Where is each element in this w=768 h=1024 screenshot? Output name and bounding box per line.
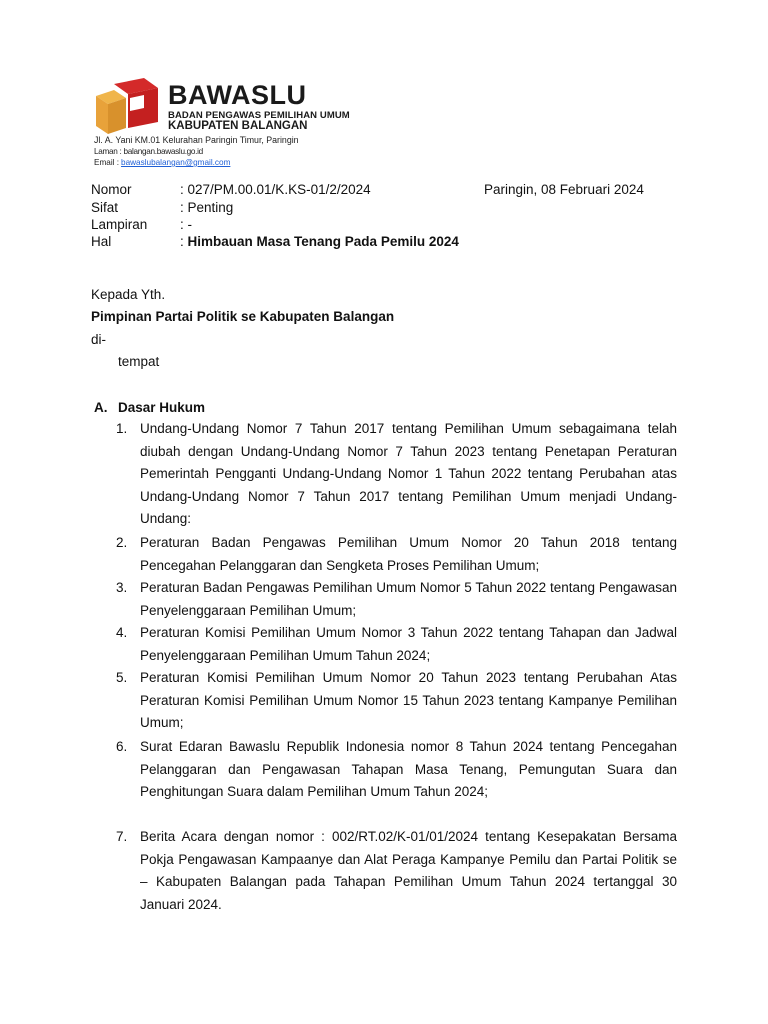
letter-date: Paringin, 08 Februari 2024 [484,182,644,197]
list-item-number: 1. [116,421,128,436]
list-item-text: Peraturan Badan Pengawas Pemilihan Umum Nomor 20 Tahun 2018 tentang Pencegahan Pelanggaran dan Sengketa Proses Pemilihan Umum; [140,535,677,573]
recipient-tempat: tempat [118,354,160,369]
section-a-title: Dasar Hukum [118,400,206,415]
list-item-number: 4. [116,625,128,640]
email-label: Email : [94,158,120,167]
list-item-text: Undang-Undang Nomor 7 Tahun 2017 tentang Pemilihan Umum sebagaimana telah diubah dengan Undang-Undang Nomor 7 Tahun 2023 tentang Penetapan Peraturan Pemerintah Pengganti Undang-Undang Nomor 1 Tahun 2022 tentang Perubahan atas Undang-Undang Nomor 7 Tahun 2017 tentang Pemilihan Umum menjadi Undang-Undang: [140,421,677,527]
list-item-text: Surat Edaran Bawaslu Republik Indonesia nomor 8 Tahun 2024 tentang Pencegahan Pelanggaran dan Pengawasan Tahapan Masa Tenang, Pemungutan Suara dan Penghitungan Suara dalam Pemilihan Umum Tahun 2024; [140,739,677,800]
hal-label: Hal [91,234,112,249]
brand-title: BAWASLU [168,80,307,110]
lampiran-value: : - [180,217,192,232]
sifat-value: : Penting [180,200,234,215]
list-item-text: Peraturan Badan Pengawas Pemilihan Umum Nomor 5 Tahun 2022 tentang Pengawasan Penyelenggaraan Pemilihan Umum; [140,580,677,618]
brand-subtitle-2: KABUPATEN BALANGAN [168,120,308,132]
email-link[interactable]: bawaslubalangan@gmail.com [121,158,231,167]
recipient-di: di- [91,332,107,347]
nomor-value: : 027/PM.00.01/K.KS-01/2/2024 [180,182,371,197]
list-item-number: 6. [116,739,128,754]
bawaslu-logo-icon [92,78,160,136]
lampiran-label: Lampiran [91,217,148,232]
list-item-text: Peraturan Komisi Pemilihan Umum Nomor 3 Tahun 2022 tentang Tahapan dan Jadwal Penyelenggaraan Pemilihan Umum Tahun 2024; [140,625,677,663]
email-line [94,157,230,168]
meta-hal [91,233,691,251]
website-value[interactable]: balangan.bawaslu.go.id [123,147,203,156]
list-item-number: 5. [116,670,128,685]
list-item-number: 3. [116,580,128,595]
hal-subject: Himbauan Masa Tenang Pada Pemilu 2024 [187,234,459,249]
recipient-name: Pimpinan Partai Politik se Kabupaten Balangan [91,309,395,324]
letterhead [0,0,768,170]
list-item-number: 2. [116,535,128,550]
office-address: Jl. A. Yani KM.01 Kelurahan Paringin Timur, Paringin [94,135,299,145]
brand-subtitle-1: BADAN PENGAWAS PEMILIHAN UMUM [168,110,350,121]
section-a-letter: A. [94,400,108,415]
nomor-label: Nomor [91,182,132,197]
hal-value-wrap [180,233,459,251]
list-item-text: Berita Acara dengan nomor : 002/RT.02/K-01/01/2024 tentang Kesepakatan Bersama Pokja Pengawasan Kampaanye dan Alat Peraga Kampanye Pemilu dan Partai Politik se – Kabupaten Balangan pada Tahapan Pemilihan Umum Tahun 2024 tertanggal 30 Januari 2024. [140,829,677,912]
hal-colon: : [180,234,188,249]
sifat-label: Sifat [91,200,119,215]
list-item-text: Peraturan Komisi Pemilihan Umum Nomor 20 Tahun 2023 tentang Perubahan Atas Peraturan Komisi Pemilihan Umum Nomor 15 Tahun 2023 tentang Kampanye Pemilihan Umum; [140,670,677,731]
website-label: Laman : [94,147,122,156]
meta-lampiran [91,216,691,234]
website-line [94,146,203,157]
meta-sifat [91,199,691,217]
list-item-number: 7. [116,829,128,844]
recipient-greeting: Kepada Yth. [91,287,166,302]
